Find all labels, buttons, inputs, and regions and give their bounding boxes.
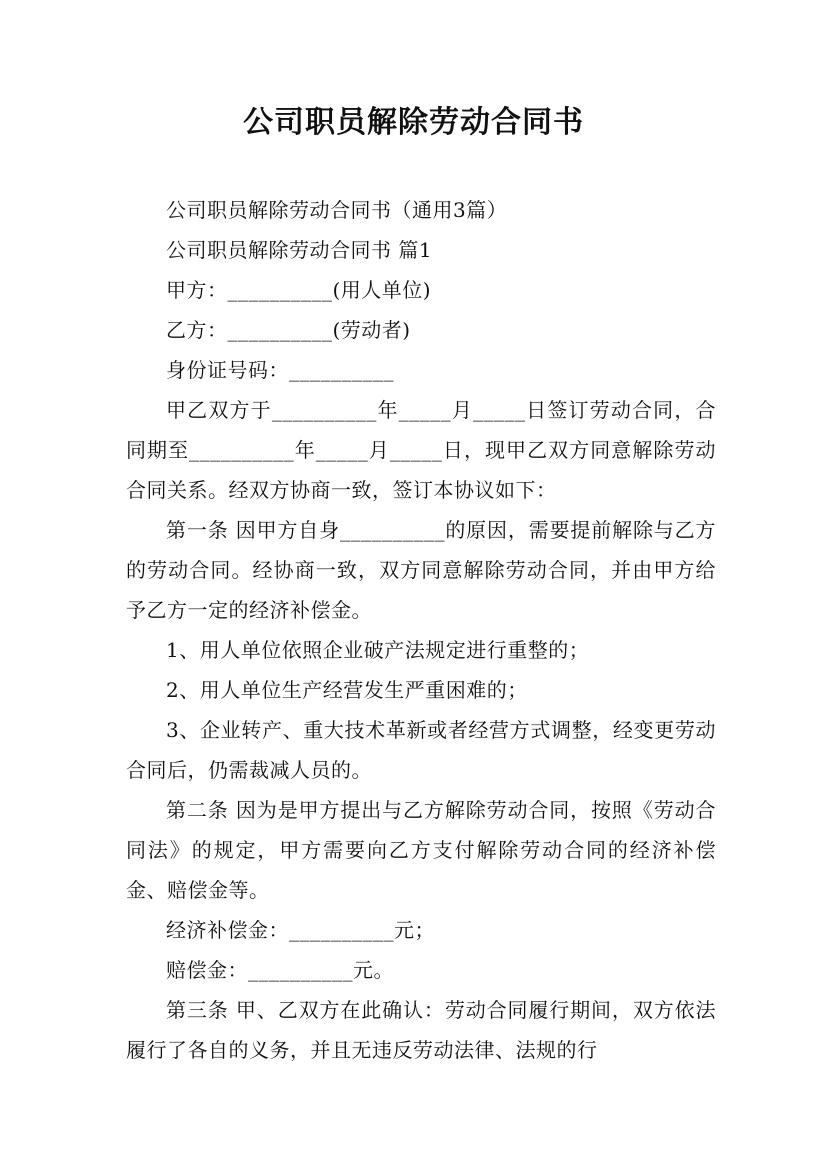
party-b-line: 乙方：__________(劳动者)	[166, 318, 411, 342]
party-a-line: 甲方：__________(用人单位)	[166, 278, 432, 302]
id-number-line: 身份证号码：__________	[166, 358, 394, 382]
contract-intro-paragraph: 甲乙双方于__________年_____月_____日签订劳动合同，合同期至__________年_____月_____日，现甲乙双方同意解除劳动合同关系。经双方协商一致，签订本协议如下：	[126, 398, 716, 502]
article-three-paragraph: 第三条 甲、乙双方在此确认：劳动合同履行期间，双方依法履行了各自的义务，并且无违反劳动法律、法规的行	[126, 998, 716, 1062]
document-body	[126, 190, 716, 1070]
indemnity-line: 赔偿金：__________元。	[166, 958, 394, 982]
article-two-paragraph: 第二条 因为是甲方提出与乙方解除劳动合同，按照《劳动合同法》的规定，甲方需要向乙方支付解除劳动合同的经济补偿金、赔偿金等。	[126, 798, 716, 902]
list-item: 3、企业转产、重大技术革新或者经营方式调整，经变更劳动合同后，仍需裁减人员的。	[126, 718, 716, 782]
article-one-paragraph: 第一条 因甲方自身__________的原因，需要提前解除与乙方的劳动合同。经协商一致，双方同意解除劳动合同，并由甲方给予乙方一定的经济补偿金。	[126, 518, 716, 622]
section-heading: 公司职员解除劳动合同书 篇1	[166, 238, 433, 262]
list-item: 1、用人单位依照企业破产法规定进行重整的；	[166, 638, 590, 662]
subtitle-line: 公司职员解除劳动合同书（通用3篇）	[166, 198, 508, 222]
list-item: 2、用人单位生产经营发生严重困难的；	[166, 678, 528, 702]
compensation-line: 经济补偿金：__________元；	[166, 918, 435, 942]
document-title: 公司职员解除劳动合同书	[243, 105, 584, 140]
